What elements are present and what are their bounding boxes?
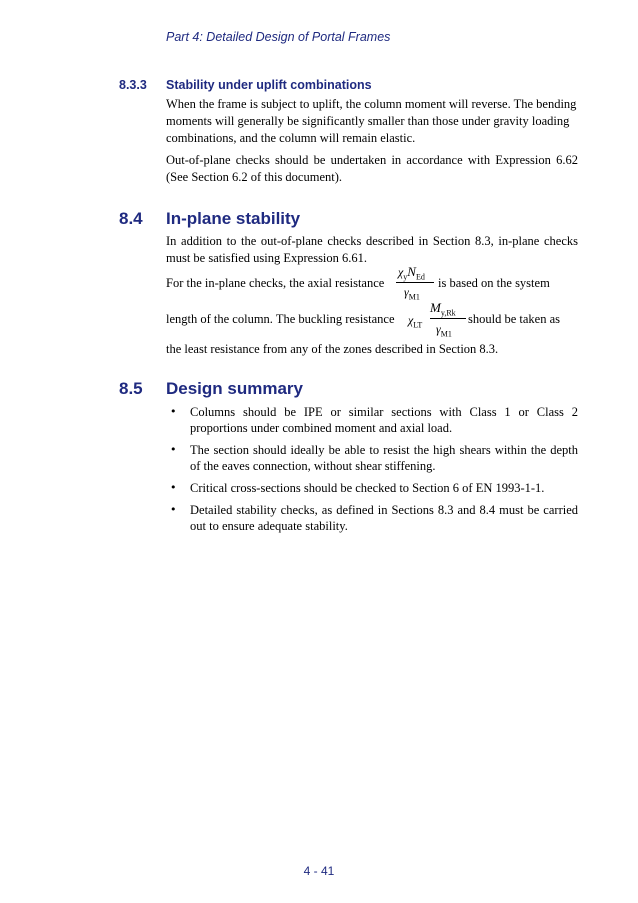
paragraph-inplane-1: In addition to the out-of-plane checks described in Section 8.3, in-plane checks must be satisfied using Expression 6.61. [166,234,578,265]
formula-axial-gamma: γ [404,285,409,299]
formula-axial-chi-sub: y [403,272,408,282]
formula-buckling-M-sub: y,Rk [440,308,456,318]
formula-axial-N: N [407,264,416,279]
text-axial-pre: For the in-plane checks, the axial resistance [166,276,385,290]
formula-buckling-chi: χ [408,313,414,327]
formula-axial-resistance [396,264,436,302]
paragraph-uplift-2: Out-of-plane checks should be undertaken in accordance with Expression 6.62 (See Section 6.2 of this document). [166,153,578,184]
section-number-8-5: 8.5 [119,379,143,398]
section-title-8-3-3: Stability under uplift combinations [166,78,372,92]
bullet-marker: • [170,481,177,494]
page-number: 4 - 41 [303,864,335,878]
bullet-item-cross-sections: Critical cross-sections should be checked to Section 6 of EN 1993-1-1. [190,481,545,495]
formula-buckling-gamma-sub: M1 [440,329,452,339]
formula-buckling-chi-sub: LT [413,320,423,330]
running-header: Part 4: Detailed Design of Portal Frames [166,30,391,44]
formula-axial-bar [396,282,434,283]
formula-buckling-M: M [430,300,441,315]
section-number-8-3-3: 8.3.3 [119,78,147,92]
paragraph-uplift-1: When the frame is subject to uplift, the column moment will reverse. The bending moments will generally be significantly smaller than those under gravity loading combinations, and the column will remain elastic. [166,97,577,145]
bullet-marker: • [170,405,177,418]
text-axial-post: is based on the system [438,276,550,290]
text-least-resistance: the least resistance from any of the zones described in Section 8.3. [166,342,499,356]
section-title-8-4: In-plane stability [166,209,301,228]
formula-axial-gamma-sub: M1 [408,292,420,302]
text-buckling-pre: length of the column. The buckling resistance [166,312,395,326]
formula-axial-N-sub: Ed [415,272,425,282]
bullet-marker: • [170,443,177,456]
bullet-item-columns: Columns should be IPE or similar sections with Class 1 or Class 2 proportions under combined moment and axial load. [190,405,578,435]
formula-buckling-resistance [408,300,468,338]
formula-buckling-gamma: γ [436,322,441,336]
text-buckling-post: should be taken as [468,312,560,326]
formula-axial-chi: χ [398,265,404,279]
bullet-marker: • [170,503,177,516]
section-number-8-4: 8.4 [119,209,143,228]
bullet-item-stability: Detailed stability checks, as defined in Sections 8.3 and 8.4 must be carried out to ensure adequate stability. [190,503,578,533]
section-title-8-5: Design summary [166,379,303,398]
bullet-item-shears: The section should ideally be able to resist the high shears within the depth of the eaves connection, without shear stiffening. [190,443,578,473]
formula-buckling-bar [430,318,466,319]
